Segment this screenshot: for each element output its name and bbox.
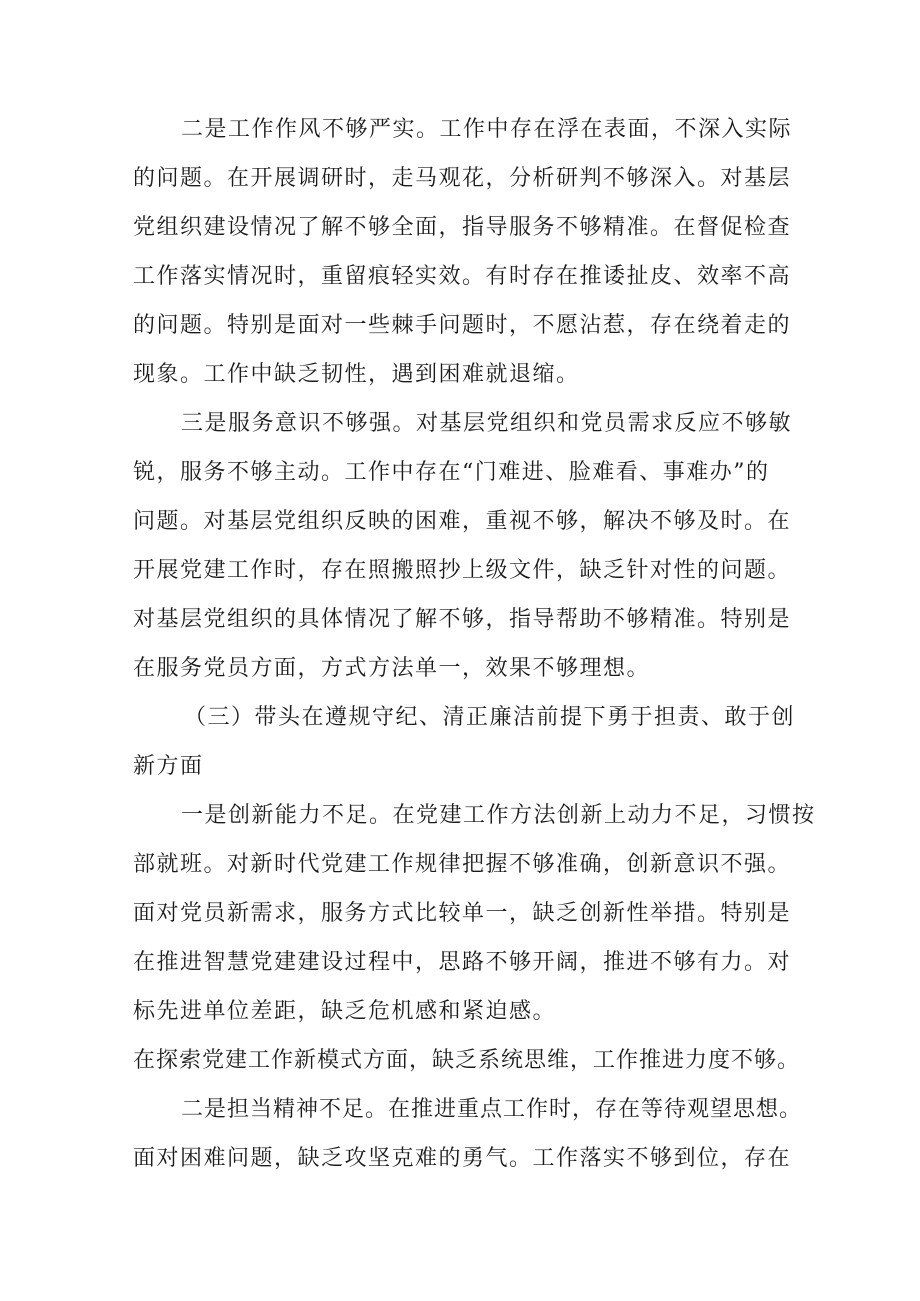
- text-line: 面对党员新需求，服务方式比较单一，缺乏创新性举措。特别是: [133, 901, 792, 926]
- text-line: 现象。工作中缺乏韧性，遇到困难就退缩。: [133, 362, 580, 387]
- text-line: 二是担当精神不足。在推进重点工作时，存在等待观望思想。: [181, 1097, 803, 1122]
- text-line: 在探索党建工作新模式方面，缺乏系统思维，工作推进力度不够。: [133, 1048, 801, 1073]
- text-line: 一是创新能力不足。在党建工作方法创新上动力不足，习惯按: [181, 803, 816, 828]
- text-line: 的问题。在开展调研时，走马观花，分析研判不够深入。对基层: [133, 166, 792, 191]
- text-line: 三是服务意识不够强。对基层党组织和党员需求反应不够敏: [181, 411, 793, 436]
- text-line: 问题。对基层党组织反映的困难，重视不够，解决不够及时。在: [133, 509, 792, 534]
- text-line: 锐，服务不够主动。工作中存在“门难进、脸难看、事难办”的: [133, 460, 770, 485]
- text-line: 的问题。特别是面对一些棘手问题时，不愿沾惹，存在绕着走的: [133, 313, 792, 338]
- text-line: 党组织建设情况了解不够全面，指导服务不够精准。在督促检查: [133, 215, 792, 240]
- text-line: 对基层党组织的具体情况了解不够，指导帮助不够精准。特别是: [133, 607, 792, 632]
- text-line: 工作落实情况时，重留痕轻实效。有时存在推诿扯皮、效率不高: [133, 264, 792, 289]
- text-line: 部就班。对新时代党建工作规律把握不够准确，创新意识不强。: [133, 852, 792, 877]
- section-heading: （三）带头在遵规守纪、清正廉洁前提下勇于担责、敢于创: [184, 705, 796, 730]
- text-line: 二是工作作风不够严实。工作中存在浮在表面，不深入实际: [181, 117, 793, 142]
- text-line: 在服务党员方面，方式方法单一，效果不够理想。: [133, 656, 651, 681]
- text-line: 标先进单位差距，缺乏危机感和紧迫感。: [133, 999, 557, 1024]
- text-line: 在推进智慧党建建设过程中，思路不够开阔，推进不够有力。对: [133, 950, 792, 975]
- text-line: 面对困难问题，缺乏攻坚克难的勇气。工作落实不够到位，存在: [133, 1146, 792, 1171]
- section-heading-continuation: 新方面: [133, 754, 204, 779]
- text-line: 开展党建工作时，存在照搬照抄上级文件，缺乏针对性的问题。: [133, 558, 792, 583]
